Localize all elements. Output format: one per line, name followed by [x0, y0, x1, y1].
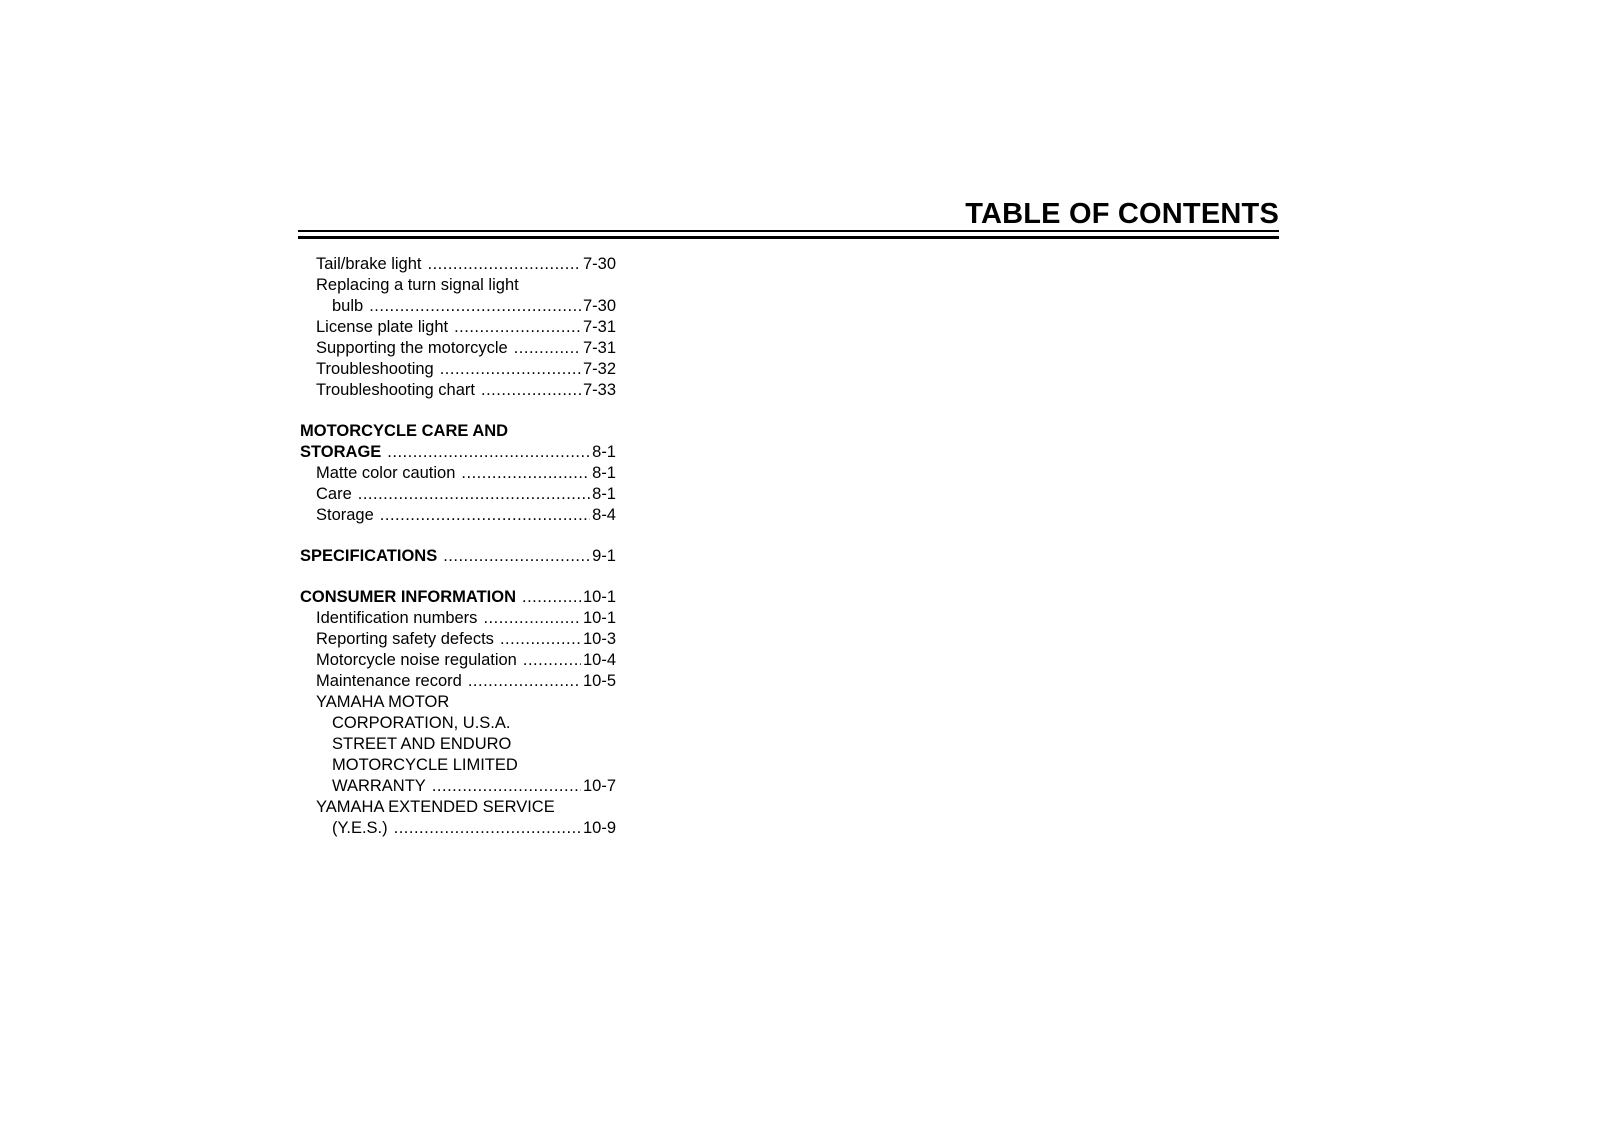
- toc-entry-label: Supporting the motorcycle: [316, 339, 508, 357]
- toc-entry: [300, 421, 616, 442]
- toc-entry-label: SPECIFICATIONS: [300, 547, 438, 565]
- toc-dot-leader: [481, 380, 581, 401]
- toc-entry[interactable]: [300, 505, 616, 526]
- toc-entry: [300, 713, 616, 734]
- toc-entry-label: Troubleshooting: [316, 360, 434, 378]
- toc-dot-leader: [514, 338, 581, 359]
- toc-dot-leader: [358, 484, 590, 505]
- toc-entry-label: Reporting safety defects: [316, 630, 494, 648]
- header-rule-thin: [298, 230, 1279, 232]
- toc-entry-page: 10-3: [582, 630, 616, 648]
- toc-entry[interactable]: [300, 776, 616, 797]
- toc-entry[interactable]: [300, 650, 616, 671]
- table-of-contents: [300, 254, 616, 839]
- toc-entry[interactable]: [300, 484, 616, 505]
- toc-entry-page: 7-31: [582, 318, 616, 336]
- toc-dot-leader: [432, 776, 581, 797]
- toc-entry-label: Replacing a turn signal light: [316, 276, 519, 294]
- toc-dot-leader: [387, 442, 590, 463]
- toc-entry[interactable]: [300, 629, 616, 650]
- toc-dot-leader: [461, 463, 590, 484]
- toc-entry-page: 8-1: [592, 464, 616, 482]
- toc-entry[interactable]: [300, 359, 616, 380]
- toc-dot-leader: [427, 254, 580, 275]
- toc-entry-label: CONSUMER INFORMATION: [300, 588, 517, 606]
- toc-dot-leader: [468, 671, 581, 692]
- toc-entry: [300, 692, 616, 713]
- toc-entry-label: YAMAHA MOTOR: [316, 693, 450, 711]
- toc-entry-label: YAMAHA EXTENDED SERVICE: [316, 798, 555, 816]
- toc-entry-label: STORAGE: [300, 443, 382, 461]
- toc-entry[interactable]: [300, 463, 616, 484]
- toc-entry[interactable]: [300, 380, 616, 401]
- toc-entry-label: CORPORATION, U.S.A.: [332, 714, 511, 732]
- toc-entry-page: 7-30: [582, 297, 616, 315]
- toc-entry[interactable]: [300, 671, 616, 692]
- toc-entry-page: 10-9: [582, 819, 616, 837]
- toc-entry[interactable]: [300, 317, 616, 338]
- toc-entry-page: 10-1: [582, 609, 616, 627]
- toc-dot-leader: [443, 546, 590, 567]
- toc-entry[interactable]: [300, 254, 616, 275]
- toc-entry: [300, 275, 616, 296]
- toc-dot-leader: [500, 629, 581, 650]
- toc-dot-leader: [369, 296, 581, 317]
- toc-entry-page: 7-30: [582, 255, 616, 273]
- toc-entry-page: 9-1: [592, 547, 616, 565]
- toc-entry-label: Tail/brake light: [316, 255, 422, 273]
- toc-entry[interactable]: [300, 608, 616, 629]
- toc-dot-leader: [454, 317, 581, 338]
- toc-entry-page: 8-1: [592, 485, 616, 503]
- toc-entry[interactable]: [300, 818, 616, 839]
- toc-entry-label: Matte color caution: [316, 464, 456, 482]
- toc-entry-page: 10-1: [582, 588, 616, 606]
- header-rule-thick: [298, 236, 1279, 239]
- toc-dot-leader: [380, 505, 590, 526]
- toc-entry: [300, 797, 616, 818]
- toc-entry-label: Storage: [316, 506, 374, 524]
- toc-entry-label: Care: [316, 485, 352, 503]
- toc-entry-page: 10-5: [582, 672, 616, 690]
- toc-entry-page: 10-4: [582, 651, 616, 669]
- toc-dot-leader: [440, 359, 581, 380]
- toc-dot-leader: [522, 587, 581, 608]
- toc-entry-label: Identification numbers: [316, 609, 478, 627]
- toc-entry-label: Troubleshooting chart: [316, 381, 475, 399]
- toc-entry-page: 7-33: [582, 381, 616, 399]
- toc-entry[interactable]: [300, 546, 616, 567]
- toc-entry-page: 7-31: [582, 339, 616, 357]
- toc-entry-page: 8-1: [592, 443, 616, 461]
- toc-entry[interactable]: [300, 338, 616, 359]
- toc-dot-leader: [523, 650, 581, 671]
- toc-entry: [300, 734, 616, 755]
- toc-entry-label: (Y.E.S.): [332, 819, 388, 837]
- toc-entry-label: Motorcycle noise regulation: [316, 651, 517, 669]
- toc-entry[interactable]: [300, 587, 616, 608]
- toc-entry-label: bulb: [332, 297, 364, 315]
- toc-entry-label: MOTORCYCLE LIMITED: [332, 756, 518, 774]
- toc-entry-label: License plate light: [316, 318, 449, 336]
- toc-entry-label: MOTORCYCLE CARE AND: [300, 422, 509, 440]
- toc-entry[interactable]: [300, 296, 616, 317]
- toc-entry-label: STREET AND ENDURO: [332, 735, 512, 753]
- toc-entry-label: Maintenance record: [316, 672, 462, 690]
- page-title: TABLE OF CONTENTS: [965, 198, 1279, 230]
- toc-entry-page: 8-4: [592, 506, 616, 524]
- toc-entry-page: 7-32: [582, 360, 616, 378]
- toc-dot-leader: [483, 608, 581, 629]
- toc-dot-leader: [394, 818, 581, 839]
- toc-entry[interactable]: [300, 442, 616, 463]
- toc-entry: [300, 755, 616, 776]
- toc-entry-label: WARRANTY: [332, 777, 426, 795]
- toc-entry-page: 10-7: [582, 777, 616, 795]
